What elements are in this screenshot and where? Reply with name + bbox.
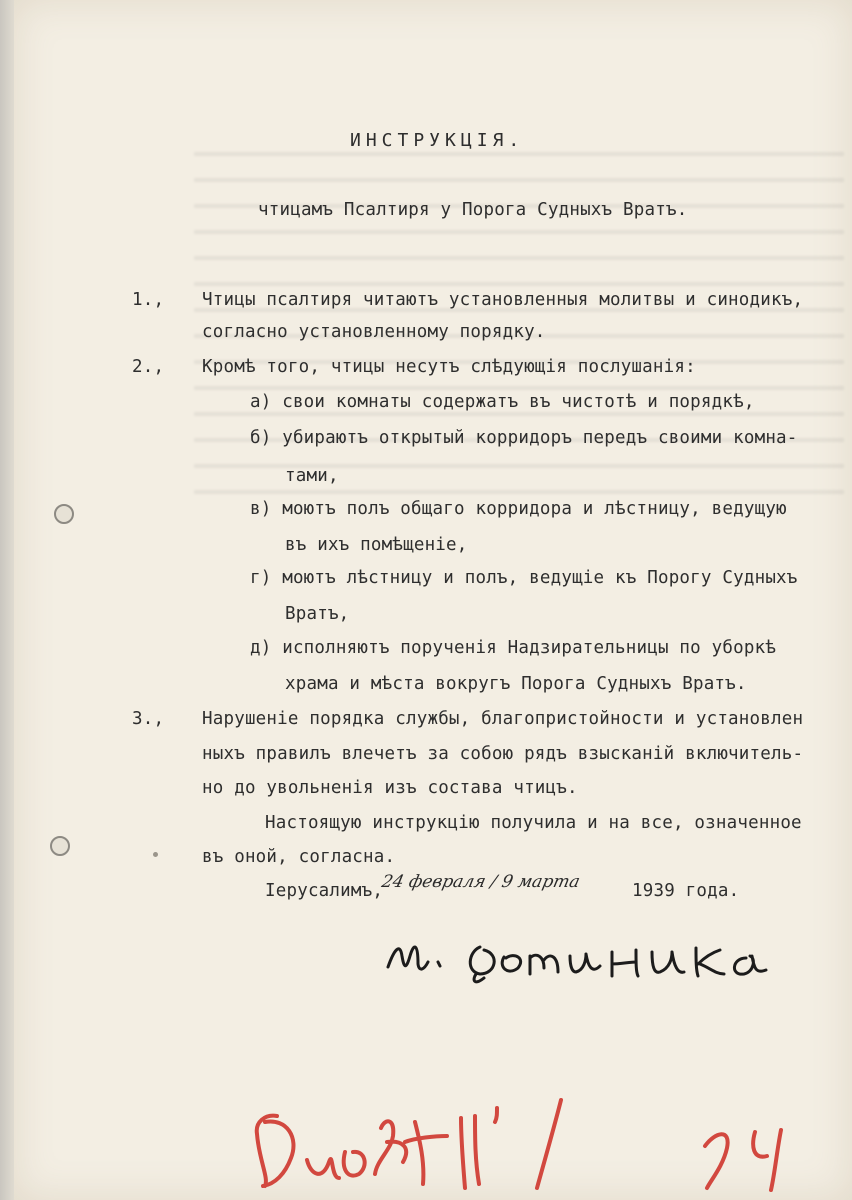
closing-line-1: Настоящую инструкцію получила и на все, означенное (265, 813, 802, 833)
year-typed: 1939 года. (632, 881, 740, 901)
item-2-number: 2., (132, 357, 165, 377)
closing-line-2: въ оной, согласна. (202, 847, 396, 867)
subitem-c-line-1: в) моютъ полъ общаго корридора и лѣстницу, ведущую (250, 499, 787, 519)
item-1-number: 1., (132, 290, 165, 310)
handwritten-signature (380, 912, 800, 1002)
document-sheet (14, 0, 852, 1200)
document-subtitle: чтицамъ Псалтиря у Порога Судныхъ Вратъ. (258, 200, 688, 220)
item-1-line-2: согласно установленному порядку. (202, 322, 546, 342)
document-title: ИНСТРУКЦІЯ. (350, 130, 525, 151)
item-2-line-1: Кромѣ того, чтицы несутъ слѣдующія послушанія: (202, 357, 696, 377)
subitem-e-line-1: д) исполняютъ порученія Надзирательницы по уборкѣ (250, 638, 777, 658)
subitem-d-line-2: Вратъ, (285, 604, 350, 624)
item-3-line-2: ныхъ правилъ влечетъ за собою рядъ взысканій включитель- (202, 744, 804, 764)
punch-hole-top (54, 504, 74, 524)
item-3-line-1: Нарушеніе порядка службы, благопристойности и установлен (202, 709, 804, 729)
subitem-d-line-1: г) моютъ лѣстницу и полъ, ведущіе къ Порогу Судныхъ (250, 568, 798, 588)
subitem-c-line-2: въ ихъ помѣщеніе, (285, 535, 468, 555)
handwritten-date: 24 февраля / 9 марта (379, 872, 582, 892)
item-1-line-1: Чтицы псалтиря читаютъ установленныя молитвы и синодикъ, (202, 290, 804, 310)
subitem-a-line-1: а) свои комнаты содержатъ въ чистотѣ и порядкѣ, (250, 392, 755, 412)
item-3-number: 3., (132, 709, 165, 729)
subitem-b-line-2: тами, (285, 466, 339, 486)
reverse-side-bleed-through (194, 130, 844, 510)
red-archive-stamp-mark (235, 1088, 815, 1200)
paper-speck (153, 852, 158, 857)
item-3-line-3: но до увольненія изъ состава чтицъ. (202, 778, 578, 798)
subitem-e-line-2: храма и мѣста вокругъ Порога Судныхъ Вратъ. (285, 674, 747, 694)
subitem-b-line-1: б) убираютъ открытый корридоръ передъ своими комна- (250, 428, 798, 448)
punch-hole-bottom (50, 836, 70, 856)
place-of-signing: Іерусалимъ, (265, 881, 384, 901)
